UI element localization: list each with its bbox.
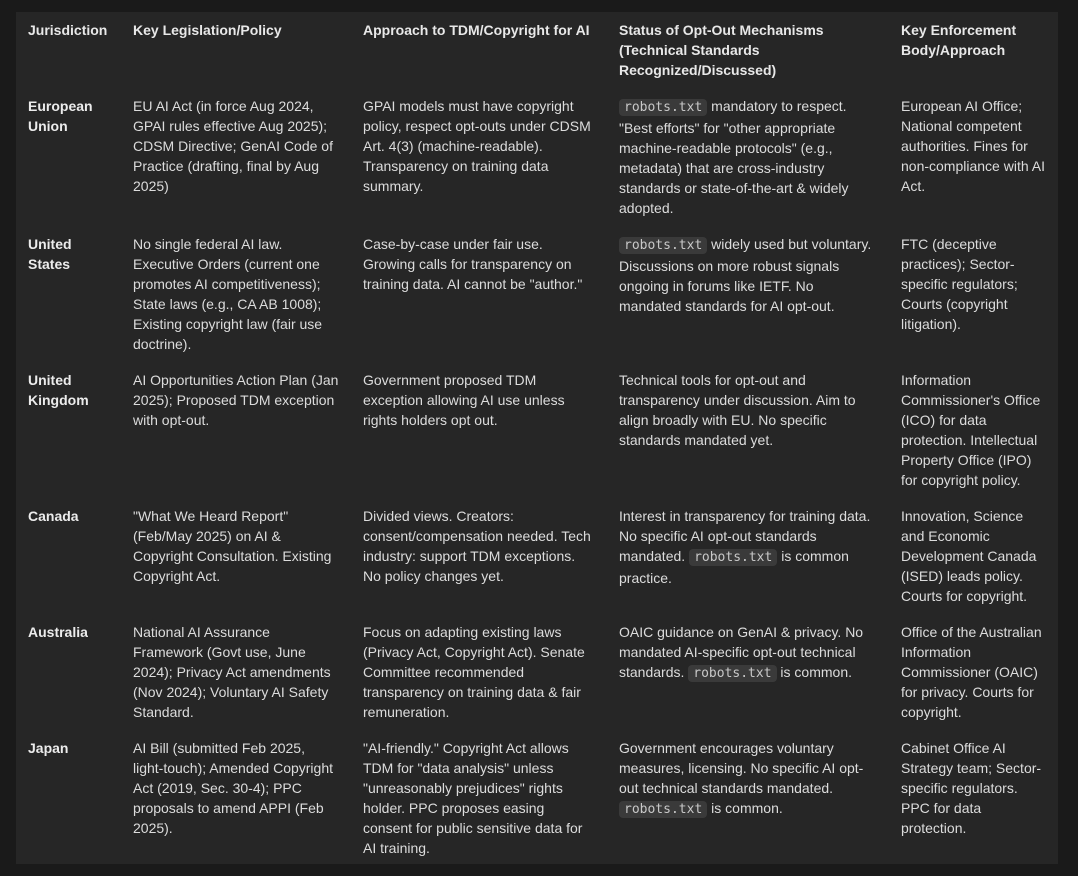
cell-enforcement: Cabinet Office AI Strategy team; Sector-specific regulators. PPC for data protection. xyxy=(901,740,1042,836)
inline-code: robots.txt xyxy=(689,549,777,566)
cell-legislation: EU AI Act (in force Aug 2024, GPAI rules effective Aug 2025); CDSM Directive; GenAI Code of Practice (drafting, final by Aug 2025) xyxy=(133,98,333,194)
optout-text-pre: Technical tools for opt-out and transparency under discussion. Aim to align broadly with EU. No specific standards mandated yet. xyxy=(619,372,856,448)
optout-text-post: mandatory to respect. "Best efforts" for "other appropriate machine-readable protocols" (e.g., metadata) that are cross-industry standards or state-of-the-art & widely adopted. xyxy=(619,98,849,216)
cell-approach: Divided views. Creators: consent/compensation needed. Tech industry: support TDM exceptions. No policy changes yet. xyxy=(363,508,591,584)
cell-jurisdiction: Canada xyxy=(28,508,79,524)
cell-approach: Case-by-case under fair use. Growing calls for transparency on training data. AI cannot be "author." xyxy=(363,236,583,292)
cell-approach: Government proposed TDM exception allowing AI use unless rights holders opt out. xyxy=(363,372,565,428)
table-row xyxy=(16,506,1058,622)
cell-optout xyxy=(607,370,889,506)
cell-approach: GPAI models must have copyright policy, respect opt-outs under CDSM Art. 4(3) (machine-readable). Transparency on training data summary. xyxy=(363,98,591,194)
cell-optout xyxy=(607,234,889,370)
comparison-table-panel xyxy=(16,12,1058,864)
cell-jurisdiction: Australia xyxy=(28,624,88,640)
header-jurisdiction: Jurisdiction xyxy=(28,22,108,38)
optout-text-pre: Interest in transparency for training data. No specific AI opt-out standards mandated. xyxy=(619,508,871,564)
table-row xyxy=(16,370,1058,506)
cell-approach: "AI-friendly." Copyright Act allows TDM for "data analysis" unless "unreasonably prejudices" rights holder. PPC proposes easing consent for public sensitive data for AI training. xyxy=(363,740,583,856)
inline-code: robots.txt xyxy=(619,237,707,254)
cell-jurisdiction: United States xyxy=(28,236,72,272)
table-header xyxy=(16,12,1058,96)
inline-code: robots.txt xyxy=(619,801,707,818)
inline-code: robots.txt xyxy=(688,665,776,682)
table-body xyxy=(16,96,1058,874)
cell-optout xyxy=(607,622,889,738)
cell-enforcement: FTC (deceptive practices); Sector-specific regulators; Courts (copyright litigation). xyxy=(901,236,1018,332)
header-optout: Status of Opt-Out Mechanisms (Technical Standards Recognized/Discussed) xyxy=(619,22,824,78)
cell-optout xyxy=(607,96,889,234)
header-legislation: Key Legislation/Policy xyxy=(133,22,282,38)
optout-text-post: widely used but voluntary. Discussions on more robust signals ongoing in forums like IETF. No mandated standards for AI opt-out. xyxy=(619,236,872,314)
inline-code: robots.txt xyxy=(619,99,707,116)
cell-legislation: "What We Heard Report" (Feb/May 2025) on AI & Copyright Consultation. Existing Copyright Act. xyxy=(133,508,332,584)
cell-legislation: National AI Assurance Framework (Govt use, June 2024); Privacy Act amendments (Nov 2024); Voluntary AI Safety Standard. xyxy=(133,624,331,720)
optout-text-pre: Government encourages voluntary measures, licensing. No specific AI opt-out technical standards mandated. xyxy=(619,740,864,796)
jurisdiction-comparison-table xyxy=(16,12,1058,874)
header-approach: Approach to TDM/Copyright for AI xyxy=(363,22,590,38)
optout-text-post: is common. xyxy=(707,800,783,816)
table-row xyxy=(16,622,1058,738)
header-enforcement: Key Enforcement Body/Approach xyxy=(901,22,1017,58)
table-row xyxy=(16,96,1058,234)
optout-text-pre: OAIC guidance on GenAI & privacy. No mandated AI-specific opt-out technical standards. xyxy=(619,624,864,680)
cell-jurisdiction: United Kingdom xyxy=(28,372,89,408)
cell-enforcement: Office of the Australian Information Commissioner (OAIC) for privacy. Courts for copyright. xyxy=(901,624,1042,720)
table-row xyxy=(16,234,1058,370)
cell-enforcement: Innovation, Science and Economic Development Canada (ISED) leads policy. Courts for copyright. xyxy=(901,508,1037,604)
cell-legislation: AI Bill (submitted Feb 2025, light-touch); Amended Copyright Act (2019, Sec. 30-4); PPC proposals to amend APPI (Feb 2025). xyxy=(133,740,333,836)
optout-text-post: is common. xyxy=(776,664,853,680)
header-row xyxy=(16,12,1058,96)
cell-enforcement: European AI Office; National competent authorities. Fines for non-compliance with AI Act. xyxy=(901,98,1045,194)
cell-enforcement: Information Commissioner's Office (ICO) for data protection. Intellectual Property Office (IPO) for copyright policy. xyxy=(901,372,1041,488)
cell-approach: Focus on adapting existing laws (Privacy Act, Copyright Act). Senate Committee recommended transparency on training data & fair remuneration. xyxy=(363,624,585,720)
cell-jurisdiction: European Union xyxy=(28,98,93,134)
optout-text-post: is common practice. xyxy=(619,548,849,586)
cell-legislation: AI Opportunities Action Plan (Jan 2025); Proposed TDM exception with opt-out. xyxy=(133,372,339,428)
table-row xyxy=(16,738,1058,874)
cell-optout xyxy=(607,506,889,622)
cell-jurisdiction: Japan xyxy=(28,740,69,756)
cell-optout xyxy=(607,738,889,874)
cell-legislation: No single federal AI law. Executive Orders (current one promotes AI competitiveness); State laws (e.g., CA AB 1008); Existing copyright law (fair use doctrine). xyxy=(133,236,323,352)
